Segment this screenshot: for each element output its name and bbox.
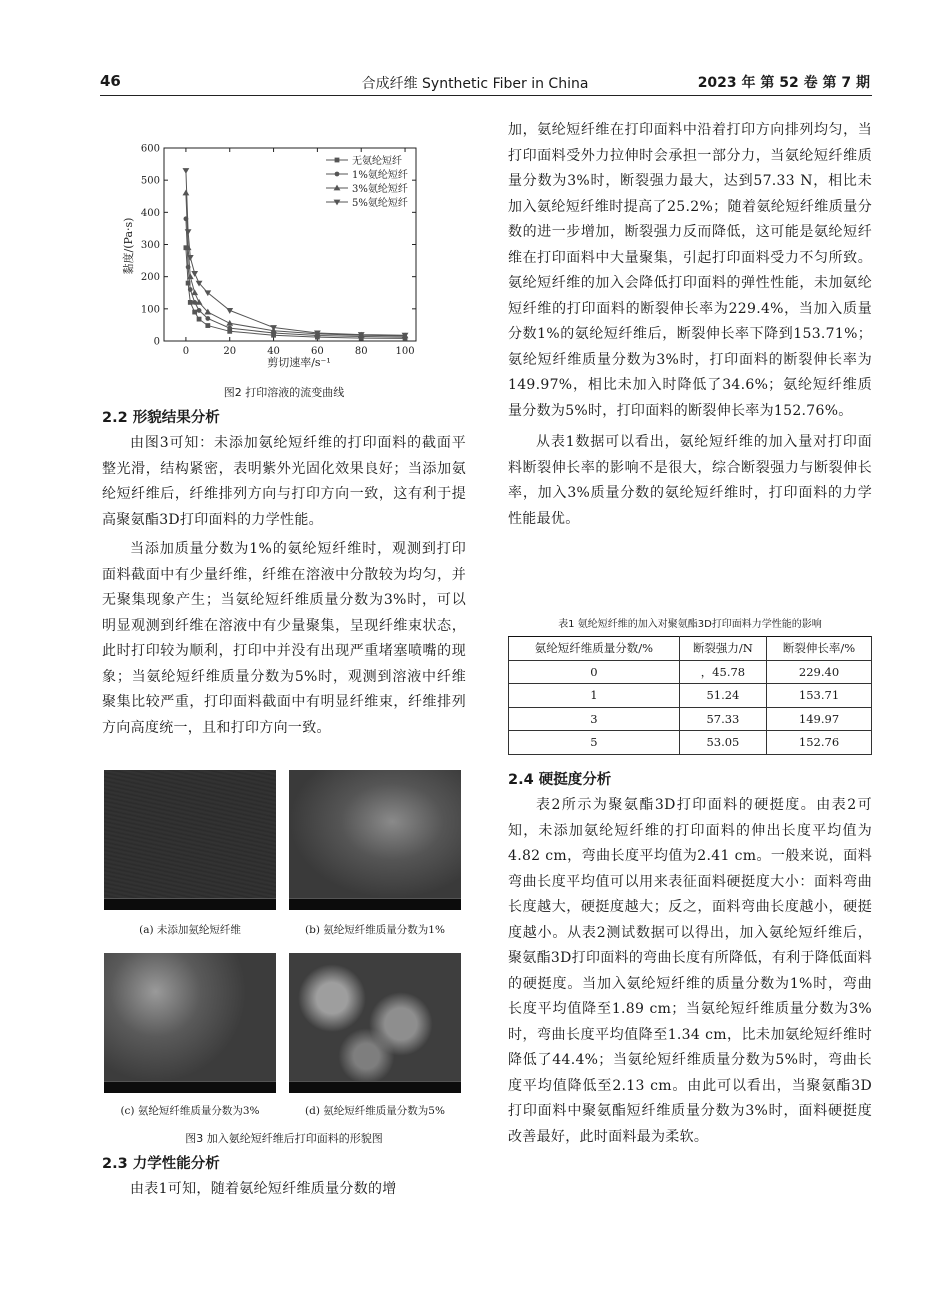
x-tick-label: 80 (354, 346, 368, 357)
series-line (186, 219, 405, 337)
data-point (197, 317, 202, 322)
table-cell: 1 (509, 684, 680, 708)
sem-image-a (104, 770, 276, 910)
y-tick-label: 100 (140, 304, 160, 316)
x-tick-label: 0 (182, 346, 190, 357)
sem-image-b (289, 770, 461, 910)
y-tick-label: 400 (140, 207, 160, 219)
data-point (227, 326, 232, 331)
data-point (188, 300, 193, 305)
issue-info: 2023 年 第 52 卷 第 7 期 (697, 75, 870, 91)
chart-legend (326, 154, 408, 209)
legend-label: 5%氨纶短纤 (352, 198, 408, 209)
figure3-caption-c: (c) 氨纶短纤维质量分数为3% (120, 1105, 260, 1117)
table-cell: 229.40 (767, 660, 872, 684)
series-3 (183, 190, 409, 339)
section-2-3-paragraph-1-end: 加，氨纶短纤维在打印面料中沿着打印方向排列均匀，当打印面料受外力拉伸时会承担一部分力，当氨纶短纤维质量分数为3%时，断裂强力最大，达到57.33 N，相比未加入氨纶短纤维时提高了25.2%；随着氨纶短纤维质量分数的进一步增加，断裂强力反而降低，这可能是氨纶短纤维在打印面料中大量聚集，引起打印面料受力不匀所致。氨纶短纤维的加入会降低打印面料的弹性性能，未加氨纶短纤维的打印面料的断裂伸长率为229.4%，当加入质量分数1%的氨纶短纤维后，断裂伸长率下降到153.71%；氨纶短纤维质量分数为3%时，打印面料的断裂伸长率为149.97%，相比未加入时降低了34.6%；氨纶短纤维质量分数为5%时，打印面料的断裂伸长率为152.76%。 (508, 122, 872, 419)
table-cell: 57.33 (679, 707, 766, 731)
chart-x-label: 剪切速率/s⁻¹ (267, 356, 331, 369)
table1 (508, 636, 872, 755)
figure3-caption-b: (b) 氨纶短纤维质量分数为1% (305, 924, 445, 936)
table-cell: 149.97 (767, 707, 872, 731)
data-point (205, 316, 210, 321)
series-line (186, 193, 405, 336)
section-2-3-continued (508, 118, 872, 532)
viscosity-chart (116, 136, 436, 376)
table-cell: 53.05 (679, 731, 766, 755)
figure3-caption-a: (a) 未添加氨纶短纤维 (139, 924, 241, 936)
table1-header: 断裂强力/N (679, 637, 766, 661)
section-2-2-paragraph-1: 由图3可知：未添加氨纶短纤维的打印面料的截面平整光滑，结构紧密，表明紫外光固化效果良好；当添加氨纶短纤维后，纤维排列方向与打印方向一致，这有利于提高聚氨酯3D打印面料的力学性能。 (102, 435, 466, 528)
series-line (186, 248, 405, 339)
x-tick-label: 20 (223, 346, 237, 357)
sem-image-d (289, 953, 461, 1093)
data-point (205, 323, 210, 328)
x-tick-label: 40 (267, 346, 280, 357)
table-row (509, 707, 872, 731)
legend-marker (335, 158, 340, 163)
figure3-caption-d: (d) 氨纶短纤维质量分数为5% (305, 1105, 445, 1117)
table1-title: 表1 氨纶短纤维的加入对聚氨酯3D打印面料力学性能的影响 (558, 619, 822, 630)
data-point (191, 271, 198, 277)
section-2-2 (102, 406, 466, 741)
table-cell: 153.71 (767, 684, 872, 708)
section-2-2-heading: 2.2 形貌结果分析 (102, 410, 220, 426)
section-2-4-heading: 2.4 硬挺度分析 (508, 772, 612, 788)
header-rule (100, 95, 872, 96)
section-2-3-paragraph-2: 从表1数据可以看出，氨纶短纤维的加入量对打印面料断裂伸长率的影响不是很大，综合断裂强力与断裂伸长率，加入3%质量分数的氨纶短纤维时，打印面料的力学性能最优。 (508, 434, 872, 527)
section-2-4-paragraph-1: 表2所示为聚氨酯3D打印面料的硬挺度。由表2可知，未添加氨纶短纤维的打印面料的伸出长度平均值为4.82 cm，弯曲长度平均值为2.41 cm。一般来说，面料弯曲长度平均值可以用来表征面料硬挺度大小：面料弯曲长度越大，硬挺度越大；反之，面料弯曲长度越小，硬挺度越小。从表2测试数据可以得出，加入氨纶短纤维后，聚氨酯3D打印面料的弯曲长度有所降低，有利于降低面料的硬挺度。当加入氨纶短纤维的质量分数为1%时，弯曲长度平均值降至1.89 cm；当氨纶短纤维质量分数为3%时，弯曲长度平均值降至1.34 cm，比未加氨纶短纤维时降低了44.4%；当氨纶短纤维质量分数为5%时，弯曲长度平均值降低至2.13 cm。由此可以看出，当聚氨酯3D打印面料中聚氨酯短纤维质量分数为3%时，面料硬挺度改善最好，此时面料最为柔软。 (508, 797, 872, 1145)
y-tick-label: 600 (140, 143, 160, 155)
y-tick-label: 300 (140, 240, 160, 251)
table-cell: 5 (509, 731, 680, 755)
journal-title: 合成纤维 Synthetic Fiber in China (361, 76, 589, 92)
y-tick-label: 0 (153, 336, 160, 348)
y-tick-label: 200 (140, 272, 160, 284)
series-2 (184, 216, 408, 339)
table1-header: 氨纶短纤维质量分数/% (509, 637, 680, 661)
figure3-caption: 图3 加入氨纶短纤维后打印面料的形貌图 (185, 1132, 383, 1145)
running-header (0, 70, 950, 96)
legend-label: 3%氨纶短纤 (352, 184, 408, 195)
section-2-4 (508, 768, 872, 1150)
table-cell: 51.24 (679, 684, 766, 708)
table-row (509, 731, 872, 755)
data-point (188, 287, 193, 292)
table-row (509, 684, 872, 708)
section-2-3-paragraph-1-start: 由表1可知，随着氨纶短纤维质量分数的增 (130, 1181, 397, 1197)
legend-marker (335, 172, 340, 177)
page-number: 46 (100, 72, 121, 90)
section-2-3-start (102, 1152, 466, 1203)
section-2-3-heading: 2.3 力学性能分析 (102, 1156, 220, 1172)
table-cell: ，45.78 (679, 660, 766, 684)
y-tick-label: 500 (140, 175, 160, 187)
data-point (192, 310, 197, 315)
legend-label: 1%氨纶短纤 (352, 170, 408, 181)
table-cell: 0 (509, 660, 680, 684)
sem-image-c (104, 953, 276, 1093)
data-point (183, 190, 190, 196)
data-point (183, 168, 190, 174)
table1-header: 断裂伸长率/% (767, 637, 872, 661)
chart-y-label: 黏度/(Pa·s) (122, 217, 135, 275)
series-line (186, 171, 405, 336)
table-cell: 152.76 (767, 731, 872, 755)
table-row (509, 660, 872, 684)
series-1 (184, 245, 408, 341)
section-2-2-paragraph-2: 当添加质量分数为1%的氨纶短纤维时，观测到打印面料截面中有少量纤维，纤维在溶液中分散较为均匀，并无聚集现象产生；当氨纶短纤维质量分数为3%时，可以明显观测到纤维在溶液中有少量聚集，呈现纤维束状态，此时打印较为顺利，打印中并没有出现严重堵塞喷嘴的现象；当氨纶短纤维质量分数为5%时，观测到溶液中纤维聚集比较严重，打印面料截面中有明显纤维束，纤维排列方向高度统一，且和打印方向一致。 (102, 541, 466, 736)
x-tick-label: 100 (395, 346, 415, 357)
legend-label: 无氨纶短纤 (352, 156, 402, 167)
data-point (197, 308, 202, 313)
data-point (185, 229, 192, 235)
table-cell: 3 (509, 707, 680, 731)
data-point (226, 320, 233, 326)
x-tick-label: 60 (311, 346, 324, 357)
figure2-caption: 图2 打印溶液的流变曲线 (223, 386, 345, 399)
